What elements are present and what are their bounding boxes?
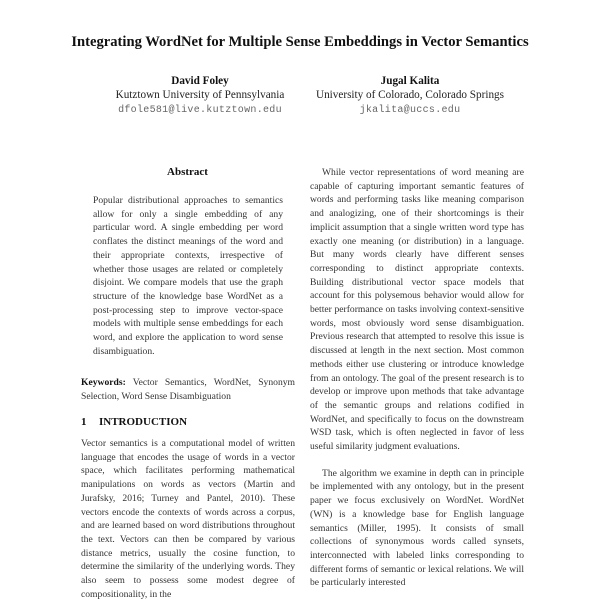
keywords-label: Keywords: xyxy=(81,377,126,388)
author-email: dfole581@live.kutztown.edu xyxy=(118,105,282,116)
right-column xyxy=(310,166,524,590)
author-name: David Foley xyxy=(171,75,229,87)
author-name: Jugal Kalita xyxy=(380,75,440,87)
paper-title: Integrating WordNet for Multiple Sense Embeddings in Vector Semantics xyxy=(71,34,529,50)
keywords-text: Vector Semantics, WordNet, Synonym Selection, Word Sense Disambiguation xyxy=(81,377,295,402)
keywords xyxy=(81,376,295,403)
author-block-foley xyxy=(80,74,320,118)
abstract-text: Popular distributional approaches to semantics allow for only a single embedding of any particular word. A single embedding per word conflates the distinct meanings of the word and their appropriate contexts, irrespective of whether those usages are related or completely disjoint. We compare models that use the graph structure of the knowledge base WordNet as a post-processing step to improve vector-space models with multiple sense embeddings for each word, and explore the application to word sense disambiguation. xyxy=(93,195,283,357)
section-title: INTRODUCTION xyxy=(99,416,188,428)
intro-paragraph: Vector semantics is a computational model of written language that encodes the usage of words in a vector space, which facilitates performing mathematical manipulations on words as vectors (Martin and Jurafsky, 2016; Turney and Pantel, 2010). These vectors encode the contexts of words across a corpus, and are learned based on word distributions throughout the text. Vectors can then be compared by various distance metrics, usually the cosine function, to determine the similarity of the underlying words. They also seem to possess some modest degree of compositionality, in the xyxy=(81,438,295,600)
section-number: 1 xyxy=(81,416,87,428)
body-paragraph: The algorithm we examine in depth can in principle be implemented with any ontology, but in the present paper we focus exclusively on WordNet. WordNet (WN) is a knowledge base for English language semantics (Miller, 1995). It consists of small collections of synonymous words called synsets, interconnected with labeled links corresponding to different forms of semantic or lexical relations. We will be particularly interested xyxy=(310,467,524,589)
section-heading-introduction xyxy=(81,416,295,428)
author-email: jkalita@uccs.edu xyxy=(359,105,461,116)
body-paragraph: While vector representations of word meaning are capable of capturing important semantic features of words and performing tasks like meaning comparison and analogizing, one of their shortcomings is their implicit assumption that a single written word type has exactly one meaning (or distribution) in a language. But many words clearly have different senses corresponding to distinct appropriate contexts. Building distributional vector space models that account for this polysemous behavior would allow for better performance on tasks involving context-sensitive words, most obviously word sense disambiguation. Previous research that attempted to resolve this issue is discussed at length in the next section. Most common methods either use clustering or introduce knowledge from an ontology. The goal of the present research is to develop or improve upon methods that take advantage of the semantic groups and relations codified in WordNet, and specifically to focus on the downstream WSD task, which is often neglected in favor of less useful similarity judgment evaluations. xyxy=(310,167,524,453)
author-affiliation: University of Colorado, Colorado Springs xyxy=(316,89,504,101)
author-block-kalita xyxy=(290,74,530,118)
author-affiliation: Kutztown University of Pennsylvania xyxy=(115,89,285,101)
abstract-heading: Abstract xyxy=(167,166,208,178)
